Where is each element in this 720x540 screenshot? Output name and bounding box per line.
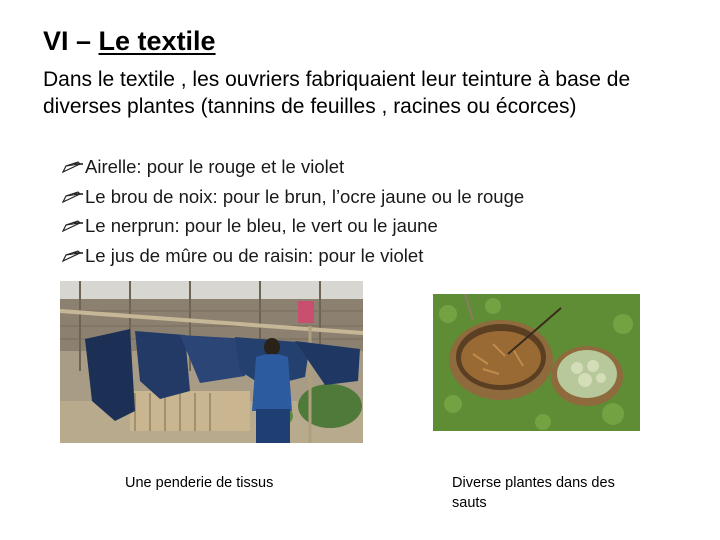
list-item [62, 211, 524, 241]
list-item [62, 182, 524, 212]
list-item-text: Le jus de mûre ou de raisin: pour le violet [85, 244, 424, 266]
list-item-text: Le brou de noix: pour le brun, l’ocre jaune ou le rouge [85, 185, 525, 207]
list-item-text: Airelle: pour le rouge et le violet [85, 156, 345, 177]
photo-caption: Une penderie de tissus [125, 475, 274, 491]
plant-buckets-photo [433, 294, 640, 431]
pencil-icon [62, 249, 84, 263]
title-main: Le textile [98, 26, 216, 56]
pencil-icon [62, 219, 84, 233]
slide-title [43, 24, 216, 58]
list-item [62, 152, 524, 182]
list-item [62, 241, 524, 271]
dye-list [62, 152, 524, 270]
cloth-rack-photo [60, 281, 363, 443]
photo-caption: Diverse plantes dans des sauts [452, 475, 615, 511]
pencil-icon [62, 160, 84, 174]
list-item-text: Le nerprun: pour le bleu, le vert ou le jaune [85, 215, 438, 236]
intro-paragraph: Dans le textile , les ouvriers fabriquaient leur teinture à base de diverses plantes (tannins de feuilles , racines ou écorces) [43, 68, 631, 118]
pencil-icon [62, 190, 84, 204]
title-prefix: VI – [43, 26, 99, 56]
